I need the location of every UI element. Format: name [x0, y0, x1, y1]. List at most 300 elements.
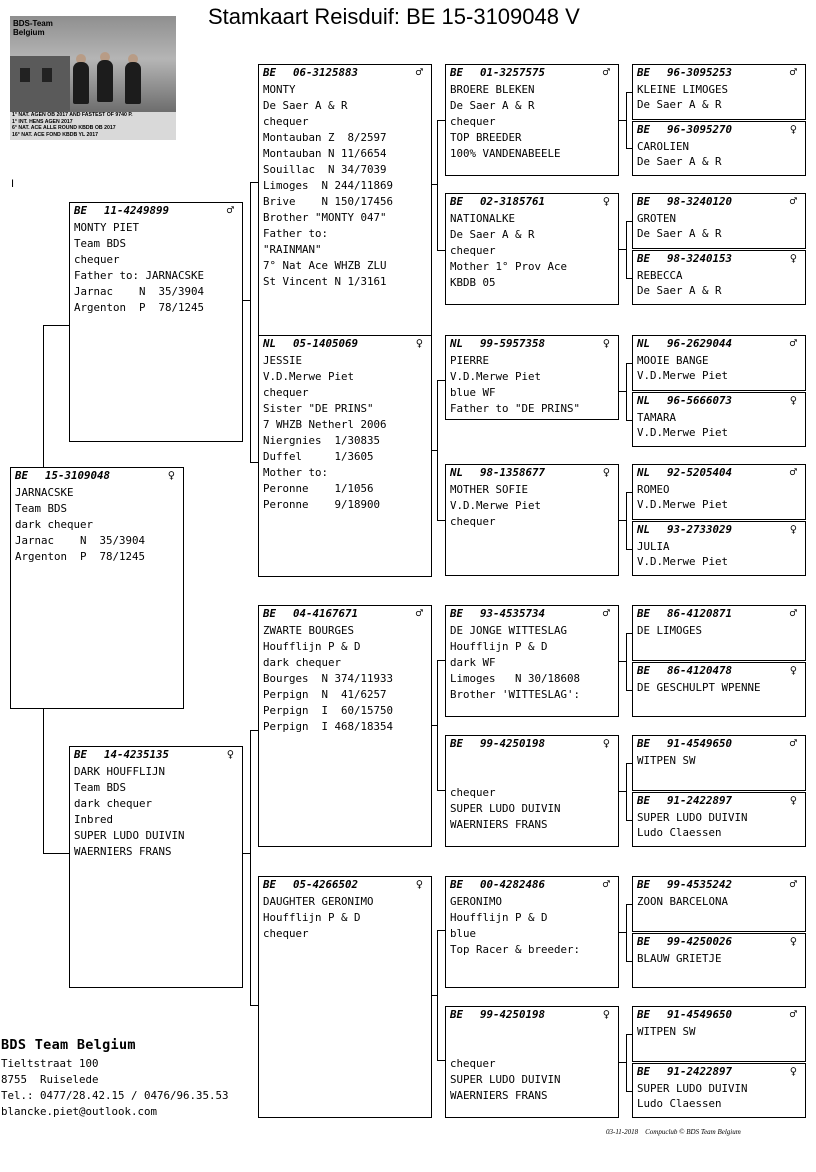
pigeon-name: JULIA — [637, 540, 670, 553]
ring-number: 91-4549650 — [667, 1008, 733, 1021]
pigeon-info-line: De Saer A & R — [637, 155, 722, 168]
pigeon-details — [633, 1022, 805, 1054]
connector-line — [626, 633, 627, 690]
ring-header — [11, 468, 183, 483]
country-code: BE — [450, 1008, 464, 1021]
pigeon-info-line: Niergnies 1/30835 — [263, 434, 381, 447]
pigeon-info-line: V.D.Merwe Piet — [637, 498, 729, 511]
ring-header — [446, 1007, 618, 1022]
pigeon-info-line: Top Racer & breeder: — [450, 943, 581, 956]
ring-header — [633, 606, 805, 621]
pigeon-details — [259, 892, 431, 942]
country-code: BE — [450, 607, 464, 620]
ring-number: 86-4120478 — [667, 664, 733, 677]
pigeon-info-line: Brother "MONTY 047" — [263, 211, 387, 224]
country-code: BE — [74, 748, 88, 761]
ring-number: 93-2733029 — [667, 523, 733, 536]
text-cursor-mark: I — [11, 178, 15, 190]
pigeon-details — [633, 621, 805, 653]
pigeon-info-line: Perpign N 41/6257 — [263, 688, 387, 701]
connector-line — [619, 1062, 626, 1063]
pigeon-details — [11, 483, 183, 565]
ring-number: 99-5957358 — [480, 337, 546, 350]
connector-line — [437, 660, 445, 661]
pigeon-card[interactable] — [632, 250, 806, 305]
pigeon-details — [259, 80, 431, 290]
pigeon-card[interactable] — [632, 876, 806, 932]
owner-info — [1, 1036, 229, 1120]
male-icon: ♂ — [789, 606, 797, 620]
photo-caption-line: 16° NAT. ACE FOND KBDB YL 2017 — [12, 131, 99, 138]
pigeon-details — [633, 209, 805, 241]
pigeon-info-line: St Vincent N 1/3161 — [263, 275, 387, 288]
ring-header — [70, 747, 242, 762]
connector-line — [626, 549, 632, 550]
pigeon-card[interactable] — [69, 746, 243, 988]
connector-line — [619, 791, 626, 792]
connector-line — [432, 184, 437, 185]
connector-line — [432, 450, 437, 451]
pigeon-card[interactable] — [632, 464, 806, 520]
pigeon-card[interactable] — [632, 1063, 806, 1118]
pigeon-card[interactable] — [632, 521, 806, 576]
pigeon-info-line: Team BDS — [74, 237, 127, 250]
pigeon-name: MOOIE BANGE — [637, 354, 709, 367]
pigeon-info-line — [637, 768, 801, 783]
print-stamp: 03-11-2018 Compuclub © BDS Team Belgium — [606, 1128, 741, 1136]
connector-line — [250, 182, 251, 462]
pigeon-info-line: Duffel 1/3605 — [263, 450, 374, 463]
connector-line — [243, 853, 250, 854]
connector-line — [437, 520, 445, 521]
pigeon-card[interactable] — [445, 464, 619, 576]
pigeon-info-line: Jarnac N 35/3904 — [15, 534, 146, 547]
female-icon: ♀ — [167, 468, 175, 482]
ring-number: 14-4235135 — [104, 748, 170, 761]
country-code: NL — [637, 337, 651, 350]
connector-line — [626, 763, 632, 764]
pigeon-name: DAUGHTER GERONIMO — [263, 895, 374, 908]
female-icon: ♀ — [602, 736, 610, 750]
pigeon-card[interactable] — [632, 64, 806, 120]
pigeon-info-line: chequer — [263, 386, 309, 399]
pigeon-card[interactable] — [69, 202, 243, 442]
pigeon-card[interactable] — [445, 735, 619, 847]
pigeon-details — [633, 266, 805, 298]
ring-header — [633, 736, 805, 751]
ring-header — [633, 934, 805, 949]
connector-line — [437, 380, 445, 381]
pigeon-info-line: De Saer A & R — [450, 228, 535, 241]
female-icon: ♀ — [789, 1064, 797, 1078]
pigeon-name: NATIONALKE — [450, 212, 516, 225]
ring-number: 96-5666073 — [667, 394, 733, 407]
connector-line — [626, 221, 627, 278]
male-icon: ♂ — [226, 203, 234, 217]
pigeon-info-line: Sister "DE PRINS" — [263, 402, 374, 415]
ring-header — [633, 194, 805, 209]
pigeon-info-line: De Saer A & R — [637, 98, 722, 111]
country-code: BE — [637, 607, 651, 620]
male-icon: ♂ — [602, 606, 610, 620]
pigeon-info-line: V.D.Merwe Piet — [450, 499, 542, 512]
male-icon: ♂ — [789, 736, 797, 750]
pigeon-info-line: Father to: — [263, 227, 329, 240]
pigeon-details — [633, 892, 805, 924]
ring-header — [633, 877, 805, 892]
connector-line — [626, 961, 632, 962]
pigeon-info-line: KBDB 05 — [450, 276, 496, 289]
connector-line — [626, 363, 627, 420]
ring-header — [259, 606, 431, 621]
pigeon-info-line: Bourges N 374/11933 — [263, 672, 394, 685]
pigeon-card[interactable] — [632, 605, 806, 661]
ring-number: 96-2629044 — [667, 337, 733, 350]
ring-number: 04-4167671 — [293, 607, 359, 620]
female-icon: ♀ — [789, 122, 797, 136]
pigeon-card[interactable] — [632, 392, 806, 447]
pigeon-info-line: TOP BREEDER — [450, 131, 522, 144]
country-code: BE — [263, 66, 277, 79]
pigeon-card[interactable] — [632, 193, 806, 249]
pigeon-info-line: Father to: JARNACSKE — [74, 269, 205, 282]
ring-number: 99-4250198 — [480, 737, 546, 750]
pigeon-name: SUPER LUDO DUIVIN — [637, 811, 748, 824]
ring-header — [633, 336, 805, 351]
pigeon-card[interactable] — [632, 792, 806, 847]
connector-line — [619, 932, 626, 933]
ring-header — [259, 877, 431, 892]
connector-line — [437, 250, 445, 251]
pigeon-card[interactable] — [445, 1006, 619, 1118]
pigeon-info-line — [637, 909, 801, 924]
pigeon-name: DARK HOUFFLIJN — [74, 765, 166, 778]
pigeon-info-line: chequer — [450, 115, 496, 128]
ring-header — [259, 65, 431, 80]
connector-line — [43, 853, 69, 854]
pigeon-card[interactable] — [632, 735, 806, 791]
pigeon-info-line: Souillac N 34/7039 — [263, 163, 387, 176]
connector-line — [626, 1034, 632, 1035]
pigeon-info-line: chequer — [450, 786, 496, 799]
connector-line — [626, 1091, 632, 1092]
pigeon-info-line: De Saer A & R — [637, 227, 722, 240]
pigeon-card[interactable] — [258, 876, 432, 1118]
female-icon: ♀ — [415, 336, 423, 350]
country-code: BE — [637, 794, 651, 807]
team-photo — [10, 16, 176, 140]
country-code: BE — [637, 1065, 651, 1078]
pigeon-info-line: Houfflijn P & D — [263, 911, 361, 924]
pigeon-details — [446, 621, 618, 703]
connector-line — [619, 120, 626, 121]
male-icon: ♂ — [789, 465, 797, 479]
pigeon-card[interactable] — [258, 605, 432, 847]
owner-address: Tieltstraat 100 — [1, 1057, 99, 1070]
pigeon-info-line — [637, 966, 801, 981]
female-icon: ♀ — [226, 747, 234, 761]
pigeon-details — [70, 762, 242, 860]
connector-line — [626, 420, 632, 421]
pigeon-details — [633, 949, 805, 981]
pigeon-details — [70, 218, 242, 316]
ring-header — [259, 336, 431, 351]
female-icon: ♀ — [789, 934, 797, 948]
photo-caption — [10, 112, 176, 140]
connector-line — [626, 148, 632, 149]
ring-number: 91-4549650 — [667, 737, 733, 750]
ring-number: 01-3257575 — [480, 66, 546, 79]
pigeon-info-line: WAERNIERS FRANS — [450, 1089, 548, 1102]
male-icon: ♂ — [415, 606, 423, 620]
pigeon-card[interactable] — [632, 662, 806, 717]
ring-number: 98-3240120 — [667, 195, 733, 208]
pigeon-info-line: V.D.Merwe Piet — [637, 555, 729, 568]
pigeon-name: PIERRE — [450, 354, 490, 367]
connector-line — [626, 904, 627, 961]
pigeon-details — [633, 351, 805, 383]
pigeon-name: BLAUW GRIETJE — [637, 952, 722, 965]
country-code: BE — [637, 878, 651, 891]
connector-line — [619, 661, 626, 662]
country-code: BE — [15, 469, 29, 482]
page-title: Stamkaart Reisduif: BE 15-3109048 V — [208, 4, 580, 29]
country-code: BE — [74, 204, 88, 217]
pigeon-info-line: dark WF — [450, 656, 496, 669]
pigeon-info-line — [637, 638, 801, 653]
pigeon-name: GROTEN — [637, 212, 677, 225]
ring-number: 96-3095270 — [667, 123, 733, 136]
ring-number: 99-4535242 — [667, 878, 733, 891]
connector-line — [250, 1005, 258, 1006]
ring-number: 99-4250026 — [667, 935, 733, 948]
pigeon-info-line: V.D.Merwe Piet — [450, 370, 542, 383]
pigeon-info-line: Brother 'WITTESLAG': — [450, 688, 581, 701]
pigeon-card[interactable] — [632, 121, 806, 176]
ring-header — [70, 203, 242, 218]
pigeon-info-line: Father to "DE PRINS" — [450, 402, 581, 415]
pigeon-name: REBECCA — [637, 269, 683, 282]
pigeon-info-line: blue — [450, 927, 477, 940]
ring-header — [633, 122, 805, 137]
pigeon-card[interactable] — [445, 605, 619, 717]
male-icon: ♂ — [602, 65, 610, 79]
ring-header — [446, 465, 618, 480]
pigeon-card[interactable] — [258, 335, 432, 577]
connector-line — [250, 462, 258, 463]
pigeon-info-line: Mother to: — [263, 466, 329, 479]
connector-line — [437, 1060, 445, 1061]
pigeon-details — [633, 1079, 805, 1111]
pigeon-info-line: Perpign I 60/15750 — [263, 704, 394, 717]
pigeon-details — [633, 80, 805, 112]
pigeon-info-line — [637, 1039, 801, 1054]
pigeon-info-line: Team BDS — [15, 502, 68, 515]
connector-line — [437, 120, 438, 250]
country-code: BE — [450, 878, 464, 891]
connector-line — [619, 391, 626, 392]
pigeon-name: JESSIE — [263, 354, 303, 367]
ring-header — [633, 522, 805, 537]
pigeon-details — [446, 1022, 618, 1104]
pigeon-name: SUPER LUDO DUIVIN — [637, 1082, 748, 1095]
pigeon-info-line: Houfflijn P & D — [263, 640, 361, 653]
connector-line — [626, 363, 632, 364]
connector-line — [437, 930, 438, 1060]
female-icon: ♀ — [415, 877, 423, 891]
male-icon: ♂ — [602, 877, 610, 891]
ring-number: 99-4250198 — [480, 1008, 546, 1021]
pigeon-info-line: Brive N 150/17456 — [263, 195, 394, 208]
country-code: BE — [637, 195, 651, 208]
pigeon-info-line: Houfflijn P & D — [450, 911, 548, 924]
male-icon: ♂ — [789, 336, 797, 350]
male-icon: ♂ — [415, 65, 423, 79]
connector-line — [626, 820, 632, 821]
pigeon-name: MOTHER SOFIE — [450, 483, 529, 496]
pigeon-details — [633, 408, 805, 440]
connector-line — [626, 492, 632, 493]
ring-number: 06-3125883 — [293, 66, 359, 79]
ring-header — [633, 65, 805, 80]
ring-header — [446, 194, 618, 209]
photo-caption-line: 6° NAT. ACE ALLE ROUND KBDB OB 2017 — [12, 125, 116, 132]
pigeon-info-line — [450, 769, 614, 785]
connector-line — [432, 725, 437, 726]
pigeon-name: ROMEO — [637, 483, 670, 496]
pigeon-info-line: dark chequer — [263, 656, 342, 669]
country-code: NL — [637, 394, 651, 407]
pigeon-info-line: Jarnac N 35/3904 — [74, 285, 205, 298]
connector-line — [437, 380, 438, 520]
pigeon-name: DE GESCHULPT WPENNE — [637, 681, 761, 694]
ring-header — [633, 393, 805, 408]
pigeon-card[interactable] — [445, 193, 619, 305]
pigeon-name — [450, 753, 614, 769]
pigeon-name: KLEINE LIMOGES — [637, 83, 729, 96]
ring-number: 91-2422897 — [667, 794, 733, 807]
pigeon-info-line: Limoges N 30/18608 — [450, 672, 581, 685]
pigeon-info-line: Peronne 1/1056 — [263, 482, 374, 495]
pigeon-info-line: 100% VANDENABEELE — [450, 147, 561, 160]
pigeon-card[interactable] — [10, 467, 184, 709]
pigeon-card[interactable] — [632, 335, 806, 391]
pigeon-details — [633, 137, 805, 169]
pigeon-details — [633, 537, 805, 569]
connector-line — [250, 730, 258, 731]
country-code: BE — [637, 123, 651, 136]
female-icon: ♀ — [602, 1007, 610, 1021]
pigeon-info-line: dark chequer — [15, 518, 94, 531]
country-code: BE — [637, 737, 651, 750]
ring-header — [446, 65, 618, 80]
pigeon-name: DE JONGE WITTESLAG — [450, 624, 568, 637]
pigeon-details — [259, 621, 431, 735]
pigeon-info-line: blue WF — [450, 386, 496, 399]
connector-line — [626, 92, 627, 148]
pigeon-name: TAMARA — [637, 411, 677, 424]
ring-number: 91-2422897 — [667, 1065, 733, 1078]
pigeon-name: GERONIMO — [450, 895, 503, 908]
country-code: NL — [450, 337, 464, 350]
pigeon-card[interactable] — [445, 335, 619, 420]
connector-line — [250, 182, 258, 183]
country-code: NL — [637, 466, 651, 479]
pigeon-name: MONTY — [263, 83, 296, 96]
connector-line — [43, 325, 44, 468]
pigeon-info-line: WAERNIERS FRANS — [450, 818, 548, 831]
country-code: BE — [637, 252, 651, 265]
pigeon-info-line: SUPER LUDO DUIVIN — [450, 1073, 561, 1086]
pigeon-info-line: chequer — [74, 253, 120, 266]
pigeon-details — [446, 892, 618, 958]
ring-header — [446, 877, 618, 892]
pigeon-card[interactable] — [445, 64, 619, 176]
connector-line — [432, 995, 437, 996]
pigeon-name: WITPEN SW — [637, 754, 696, 767]
owner-email[interactable]: blancke.piet@outlook.com — [1, 1105, 158, 1118]
pigeon-info-line: Montauban Z 8/2597 — [263, 131, 387, 144]
pigeon-details — [446, 751, 618, 833]
connector-line — [250, 730, 251, 1005]
female-icon: ♀ — [789, 393, 797, 407]
pigeon-info-line: WAERNIERS FRANS — [74, 845, 172, 858]
pigeon-info-line: chequer — [450, 1057, 496, 1070]
pigeon-card[interactable] — [632, 1006, 806, 1062]
pigeon-info-line: Inbred — [74, 813, 114, 826]
connector-line — [626, 763, 627, 820]
pigeon-info-line: Argenton P 78/1245 — [74, 301, 205, 314]
pigeon-info-line: chequer — [450, 244, 496, 257]
pigeon-name: WITPEN SW — [637, 1025, 696, 1038]
pigeon-info-line: V.D.Merwe Piet — [637, 426, 729, 439]
ring-number: 15-3109048 — [45, 469, 111, 482]
country-code: NL — [263, 337, 277, 350]
country-code: BE — [637, 664, 651, 677]
ring-number: 05-4266502 — [293, 878, 359, 891]
pigeon-card[interactable] — [632, 933, 806, 988]
ring-number: 86-4120871 — [667, 607, 733, 620]
pigeon-info-line: Argenton P 78/1245 — [15, 550, 146, 563]
ring-header — [633, 1007, 805, 1022]
male-icon: ♂ — [789, 194, 797, 208]
female-icon: ♀ — [602, 336, 610, 350]
connector-line — [626, 633, 632, 634]
pigeon-name — [450, 1024, 614, 1040]
pigeon-details — [446, 351, 618, 417]
pigeon-info-line: Ludo Claessen — [637, 826, 722, 839]
connector-line — [626, 221, 632, 222]
pigeon-info-line: Perpign I 468/18354 — [263, 720, 394, 733]
country-code: BE — [637, 935, 651, 948]
pigeon-details — [446, 480, 618, 530]
connector-line — [43, 708, 44, 853]
pigeon-card[interactable] — [445, 876, 619, 988]
pigeon-details — [633, 480, 805, 512]
country-code: NL — [637, 523, 651, 536]
ring-number: 92-5205404 — [667, 466, 733, 479]
pigeon-info-line: 7 WHZB Netherl 2006 — [263, 418, 387, 431]
pigeon-details — [633, 751, 805, 783]
female-icon: ♀ — [789, 663, 797, 677]
connector-line — [626, 278, 632, 279]
pigeon-info-line: SUPER LUDO DUIVIN — [450, 802, 561, 815]
connector-line — [626, 1034, 627, 1091]
pigeon-info-line: chequer — [450, 515, 496, 528]
ring-number: 00-4282486 — [480, 878, 546, 891]
owner-name: BDS Team Belgium — [1, 1037, 136, 1053]
ring-number: 05-1405069 — [293, 337, 359, 350]
